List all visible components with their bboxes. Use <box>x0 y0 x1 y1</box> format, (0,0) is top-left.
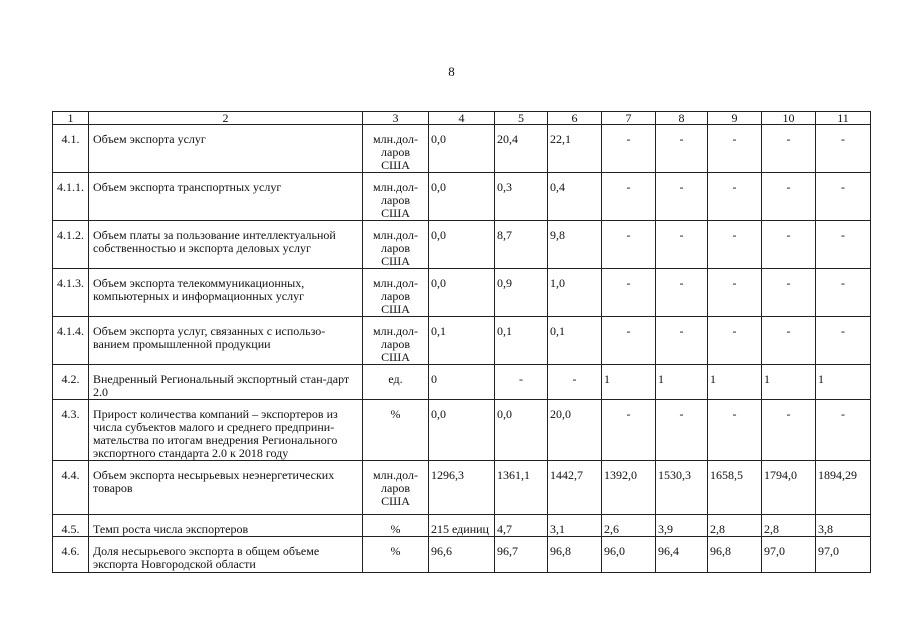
value-cell: - <box>762 173 816 221</box>
column-header: 1 <box>53 112 89 125</box>
value-cell: 1 <box>602 365 656 400</box>
value-cell: - <box>656 269 708 317</box>
unit-cell: млн.дол- ларов США <box>363 461 429 515</box>
value-cell: 0,1 <box>429 317 495 365</box>
column-header: 4 <box>429 112 495 125</box>
value-cell: 0,0 <box>429 221 495 269</box>
unit-cell: млн.дол- ларов США <box>363 125 429 173</box>
indicator-name: Объем экспорта транспортных услуг <box>89 173 363 221</box>
value-cell: - <box>656 173 708 221</box>
value-cell: - <box>762 221 816 269</box>
value-cell: 1658,5 <box>708 461 762 515</box>
value-cell: 1 <box>708 365 762 400</box>
table-row <box>53 269 871 317</box>
value-cell: 96,6 <box>429 537 495 573</box>
value-cell: 97,0 <box>816 537 871 573</box>
value-cell: - <box>656 400 708 461</box>
value-cell: 2,8 <box>708 515 762 537</box>
indicator-name: Внедренный Региональный экспортный стан-дарт 2.0 <box>89 365 363 400</box>
indicator-name: Объем платы за пользование интеллектуальной собственностью и экспорта деловых услуг <box>89 221 363 269</box>
value-cell: - <box>602 269 656 317</box>
value-cell: - <box>816 125 871 173</box>
value-cell: 9,8 <box>548 221 602 269</box>
value-cell: - <box>762 125 816 173</box>
value-cell: 0,1 <box>548 317 602 365</box>
value-cell: 97,0 <box>762 537 816 573</box>
indicator-name: Темп роста числа экспортеров <box>89 515 363 537</box>
value-cell: 96,0 <box>602 537 656 573</box>
row-number: 4.6. <box>53 537 89 573</box>
value-cell: - <box>708 400 762 461</box>
table-row <box>53 537 871 573</box>
table-row <box>53 515 871 537</box>
table-row <box>53 221 871 269</box>
column-header: 9 <box>708 112 762 125</box>
column-header: 11 <box>816 112 871 125</box>
row-number: 4.1.2. <box>53 221 89 269</box>
indicator-name: Объем экспорта несырьевых неэнергетических товаров <box>89 461 363 515</box>
value-cell: 96,4 <box>656 537 708 573</box>
value-cell: 0 <box>429 365 495 400</box>
row-number: 4.4. <box>53 461 89 515</box>
value-cell: - <box>762 400 816 461</box>
column-header: 10 <box>762 112 816 125</box>
value-cell: 22,1 <box>548 125 602 173</box>
table-header-row <box>53 112 871 125</box>
value-cell: 0,0 <box>495 400 548 461</box>
value-cell: - <box>762 269 816 317</box>
value-cell: - <box>708 125 762 173</box>
value-cell: - <box>602 221 656 269</box>
unit-cell: млн.дол- ларов США <box>363 317 429 365</box>
table-row <box>53 461 871 515</box>
value-cell: 2,8 <box>762 515 816 537</box>
indicator-name: Доля несырьевого экспорта в общем объеме экспорта Новгородской области <box>89 537 363 573</box>
unit-cell: % <box>363 515 429 537</box>
value-cell: 1442,7 <box>548 461 602 515</box>
value-cell: 96,7 <box>495 537 548 573</box>
value-cell: 1392,0 <box>602 461 656 515</box>
indicator-name: Объем экспорта телекоммуникационных, компьютерных и информационных услуг <box>89 269 363 317</box>
value-cell: 2,6 <box>602 515 656 537</box>
value-cell: 1296,3 <box>429 461 495 515</box>
value-cell: 1 <box>816 365 871 400</box>
value-cell: 1,0 <box>548 269 602 317</box>
value-cell: 3,8 <box>816 515 871 537</box>
value-cell: - <box>602 173 656 221</box>
row-number: 4.2. <box>53 365 89 400</box>
value-cell: 1361,1 <box>495 461 548 515</box>
indicator-name: Прирост количества компаний – экспортеров из числа субъектов малого и среднего предприни-мательства по итогам внедрения Регионального экспортного стандарта 2.0 к 2018 году <box>89 400 363 461</box>
row-number: 4.1.3. <box>53 269 89 317</box>
value-cell: 8,7 <box>495 221 548 269</box>
column-header: 5 <box>495 112 548 125</box>
value-cell: - <box>816 173 871 221</box>
indicators-table <box>52 111 871 573</box>
unit-cell: млн.дол- ларов США <box>363 221 429 269</box>
column-header: 8 <box>656 112 708 125</box>
value-cell: - <box>816 400 871 461</box>
column-header: 7 <box>602 112 656 125</box>
value-cell: - <box>656 125 708 173</box>
value-cell: - <box>762 317 816 365</box>
table-row <box>53 400 871 461</box>
value-cell: 1 <box>762 365 816 400</box>
value-cell: 1794,0 <box>762 461 816 515</box>
value-cell: 0,0 <box>429 269 495 317</box>
value-cell: 20,0 <box>548 400 602 461</box>
column-header: 3 <box>363 112 429 125</box>
value-cell: - <box>708 269 762 317</box>
row-number: 4.1.1. <box>53 173 89 221</box>
table-row <box>53 317 871 365</box>
table-row <box>53 173 871 221</box>
indicator-name: Объем экспорта услуг <box>89 125 363 173</box>
value-cell: 0,1 <box>495 317 548 365</box>
value-cell: - <box>656 221 708 269</box>
column-header: 2 <box>89 112 363 125</box>
value-cell: 0,0 <box>429 125 495 173</box>
value-cell: - <box>602 317 656 365</box>
value-cell: - <box>656 317 708 365</box>
column-header: 6 <box>548 112 602 125</box>
row-number: 4.1.4. <box>53 317 89 365</box>
value-cell: 1 <box>656 365 708 400</box>
table-row <box>53 125 871 173</box>
value-cell: - <box>816 269 871 317</box>
value-cell: - <box>602 125 656 173</box>
row-number: 4.3. <box>53 400 89 461</box>
value-cell: - <box>495 365 548 400</box>
value-cell: 1894,29 <box>816 461 871 515</box>
value-cell: 0,4 <box>548 173 602 221</box>
value-cell: - <box>548 365 602 400</box>
unit-cell: % <box>363 537 429 573</box>
value-cell: - <box>708 317 762 365</box>
value-cell: 3,9 <box>656 515 708 537</box>
value-cell: - <box>708 221 762 269</box>
page-number: 8 <box>448 64 455 79</box>
row-number: 4.5. <box>53 515 89 537</box>
value-cell: 4,7 <box>495 515 548 537</box>
unit-cell: млн.дол- ларов США <box>363 269 429 317</box>
value-cell: 3,1 <box>548 515 602 537</box>
value-cell: 96,8 <box>548 537 602 573</box>
unit-cell: млн.дол- ларов США <box>363 173 429 221</box>
value-cell: - <box>816 317 871 365</box>
table-row <box>53 365 871 400</box>
value-cell: 0,0 <box>429 173 495 221</box>
value-cell: 0,9 <box>495 269 548 317</box>
value-cell: 215 единиц <box>429 515 495 537</box>
indicator-name: Объем экспорта услуг, связанных с использо-ванием промышленной продукции <box>89 317 363 365</box>
value-cell: 0,3 <box>495 173 548 221</box>
value-cell: - <box>602 400 656 461</box>
row-number: 4.1. <box>53 125 89 173</box>
value-cell: - <box>816 221 871 269</box>
value-cell: 20,4 <box>495 125 548 173</box>
unit-cell: ед. <box>363 365 429 400</box>
value-cell: 96,8 <box>708 537 762 573</box>
value-cell: 0,0 <box>429 400 495 461</box>
unit-cell: % <box>363 400 429 461</box>
value-cell: - <box>708 173 762 221</box>
value-cell: 1530,3 <box>656 461 708 515</box>
